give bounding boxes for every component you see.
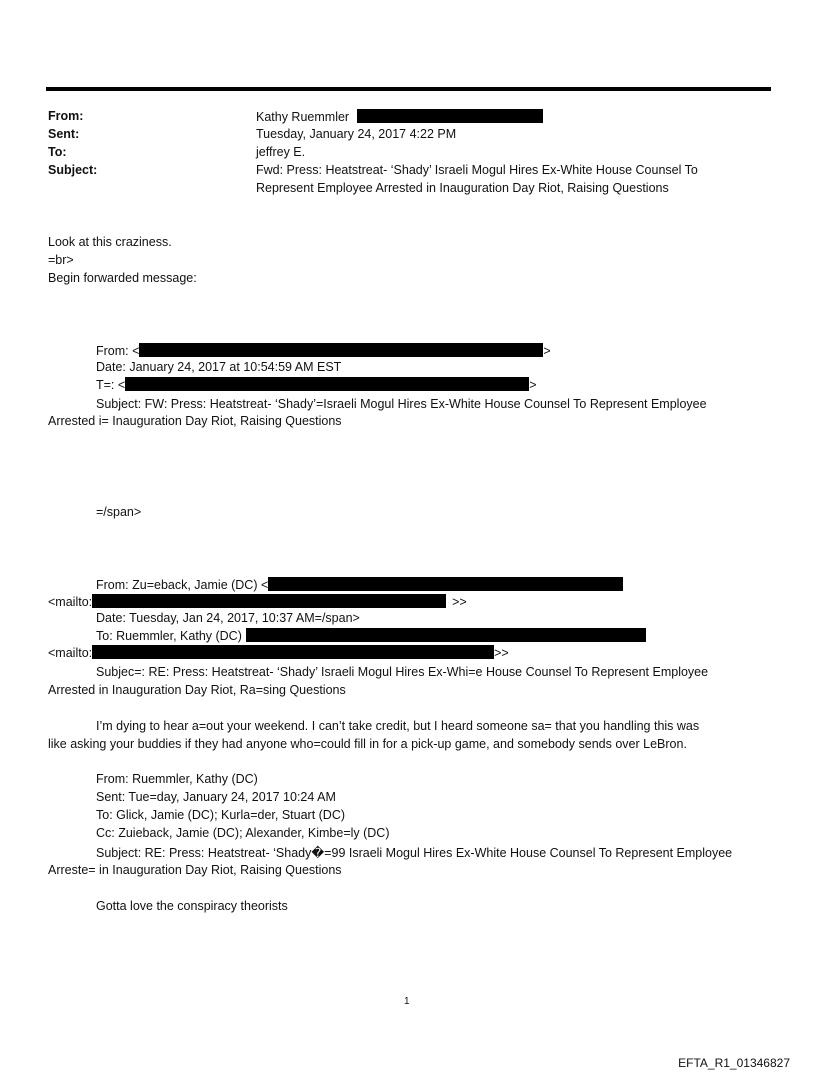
fwd1-date: Date: January 24, 2017 at 10:54:59 AM EST <box>96 360 342 374</box>
sent-value: Tuesday, January 24, 2017 4:22 PM <box>256 127 457 141</box>
fwd1-from-text: From: < <box>96 344 140 358</box>
fwd1-subject-1: Subject: FW: Press: Heatstreat- ‘Shady’=Israeli Mogul Hires Ex-White House Counsel To Represent Employee <box>96 397 707 411</box>
fwd2-mailto-1-end: >> <box>452 595 467 609</box>
redaction-bar <box>357 109 543 123</box>
sent-label: Sent: <box>48 127 80 141</box>
fwd2-to <box>96 628 646 643</box>
body-line-3: Begin forwarded message: <box>48 271 197 285</box>
fwd2-from-text: From: Zu=eback, Jamie (DC) < <box>96 578 269 592</box>
subject-line-1: Fwd: Press: Heatstreat- ‘Shady’ Israeli Mogul Hires Ex-White House Counsel To <box>256 163 698 177</box>
redaction-bar <box>268 577 623 591</box>
fwd1-from-end: > <box>543 344 551 358</box>
to-label: To: <box>48 145 67 159</box>
redaction-bar <box>125 377 529 391</box>
fwd1-span: =/span> <box>96 505 142 519</box>
fwd1-to <box>96 377 537 392</box>
fwd2-mailto-2 <box>48 645 509 660</box>
fwd2-mailto-2-text: <mailto: <box>48 646 93 660</box>
from-name: Kathy Ruemmler <box>256 110 350 124</box>
document-id: EFTA_R1_01346827 <box>678 1056 790 1070</box>
fwd2-subject-1: Subjec=: RE: Press: Heatstreat- ‘Shady’ Israeli Mogul Hires Ex-Whi=e House Counsel To Represent Employee <box>96 665 709 679</box>
fwd2-from <box>96 577 623 592</box>
redaction-bar <box>92 645 494 659</box>
fwd2-message-2: like asking your buddies if they had anyone who=could fill in for a pick-up game, and somebody sends over LeBron. <box>48 737 687 751</box>
header-rule <box>46 87 771 91</box>
redaction-bar <box>92 594 446 608</box>
fwd2-subject-2: Arrested in Inauguration Day Riot, Ra=sing Questions <box>48 683 346 697</box>
fwd1-from <box>96 343 551 358</box>
fwd2-mailto-1 <box>48 594 467 609</box>
fwd3-cc: Cc: Zuieback, Jamie (DC); Alexander, Kimbe=ly (DC) <box>96 826 390 840</box>
fwd3-sent: Sent: Tue=day, January 24, 2017 10:24 AM <box>96 790 336 804</box>
fwd2-to-text: To: Ruemmler, Kathy (DC) <box>96 629 242 643</box>
fwd3-subject-1: Subject: RE: Press: Heatstreat- ‘Shady�=99 Israeli Mogul Hires Ex-White House Counsel To Represent Employee <box>96 846 733 860</box>
redaction-bar <box>139 343 543 357</box>
fwd2-date: Date: Tuesday, Jan 24, 2017, 10:37 AM=/span> <box>96 611 360 625</box>
subject-label: Subject: <box>48 163 98 177</box>
page-number: 1 <box>404 996 410 1007</box>
body-line-2: =br> <box>48 253 74 267</box>
fwd3-from: From: Ruemmler, Kathy (DC) <box>96 772 258 786</box>
fwd2-message-1: I’m dying to hear a=out your weekend. I can’t take credit, but I heard someone sa= that you handling this was <box>96 719 700 733</box>
from-label: From: <box>48 109 84 123</box>
fwd3-subject-2: Arreste= in Inauguration Day Riot, Raising Questions <box>48 863 342 877</box>
subject-line-2: Represent Employee Arrested in Inauguration Day Riot, Raising Questions <box>256 181 669 195</box>
from-value <box>256 109 543 124</box>
fwd1-to-text: T=: < <box>96 378 126 392</box>
redaction-bar <box>246 628 646 642</box>
fwd2-mailto-1-text: <mailto: <box>48 595 93 609</box>
body-line-1: Look at this craziness. <box>48 235 172 249</box>
fwd1-to-end: > <box>529 378 537 392</box>
fwd1-subject-2: Arrested i= Inauguration Day Riot, Raising Questions <box>48 414 342 428</box>
fwd2-mailto-2-end: >> <box>494 646 509 660</box>
to-value: jeffrey E. <box>256 145 306 159</box>
fwd3-message: Gotta love the conspiracy theorists <box>96 899 288 913</box>
fwd3-to: To: Glick, Jamie (DC); Kurla=der, Stuart (DC) <box>96 808 346 822</box>
